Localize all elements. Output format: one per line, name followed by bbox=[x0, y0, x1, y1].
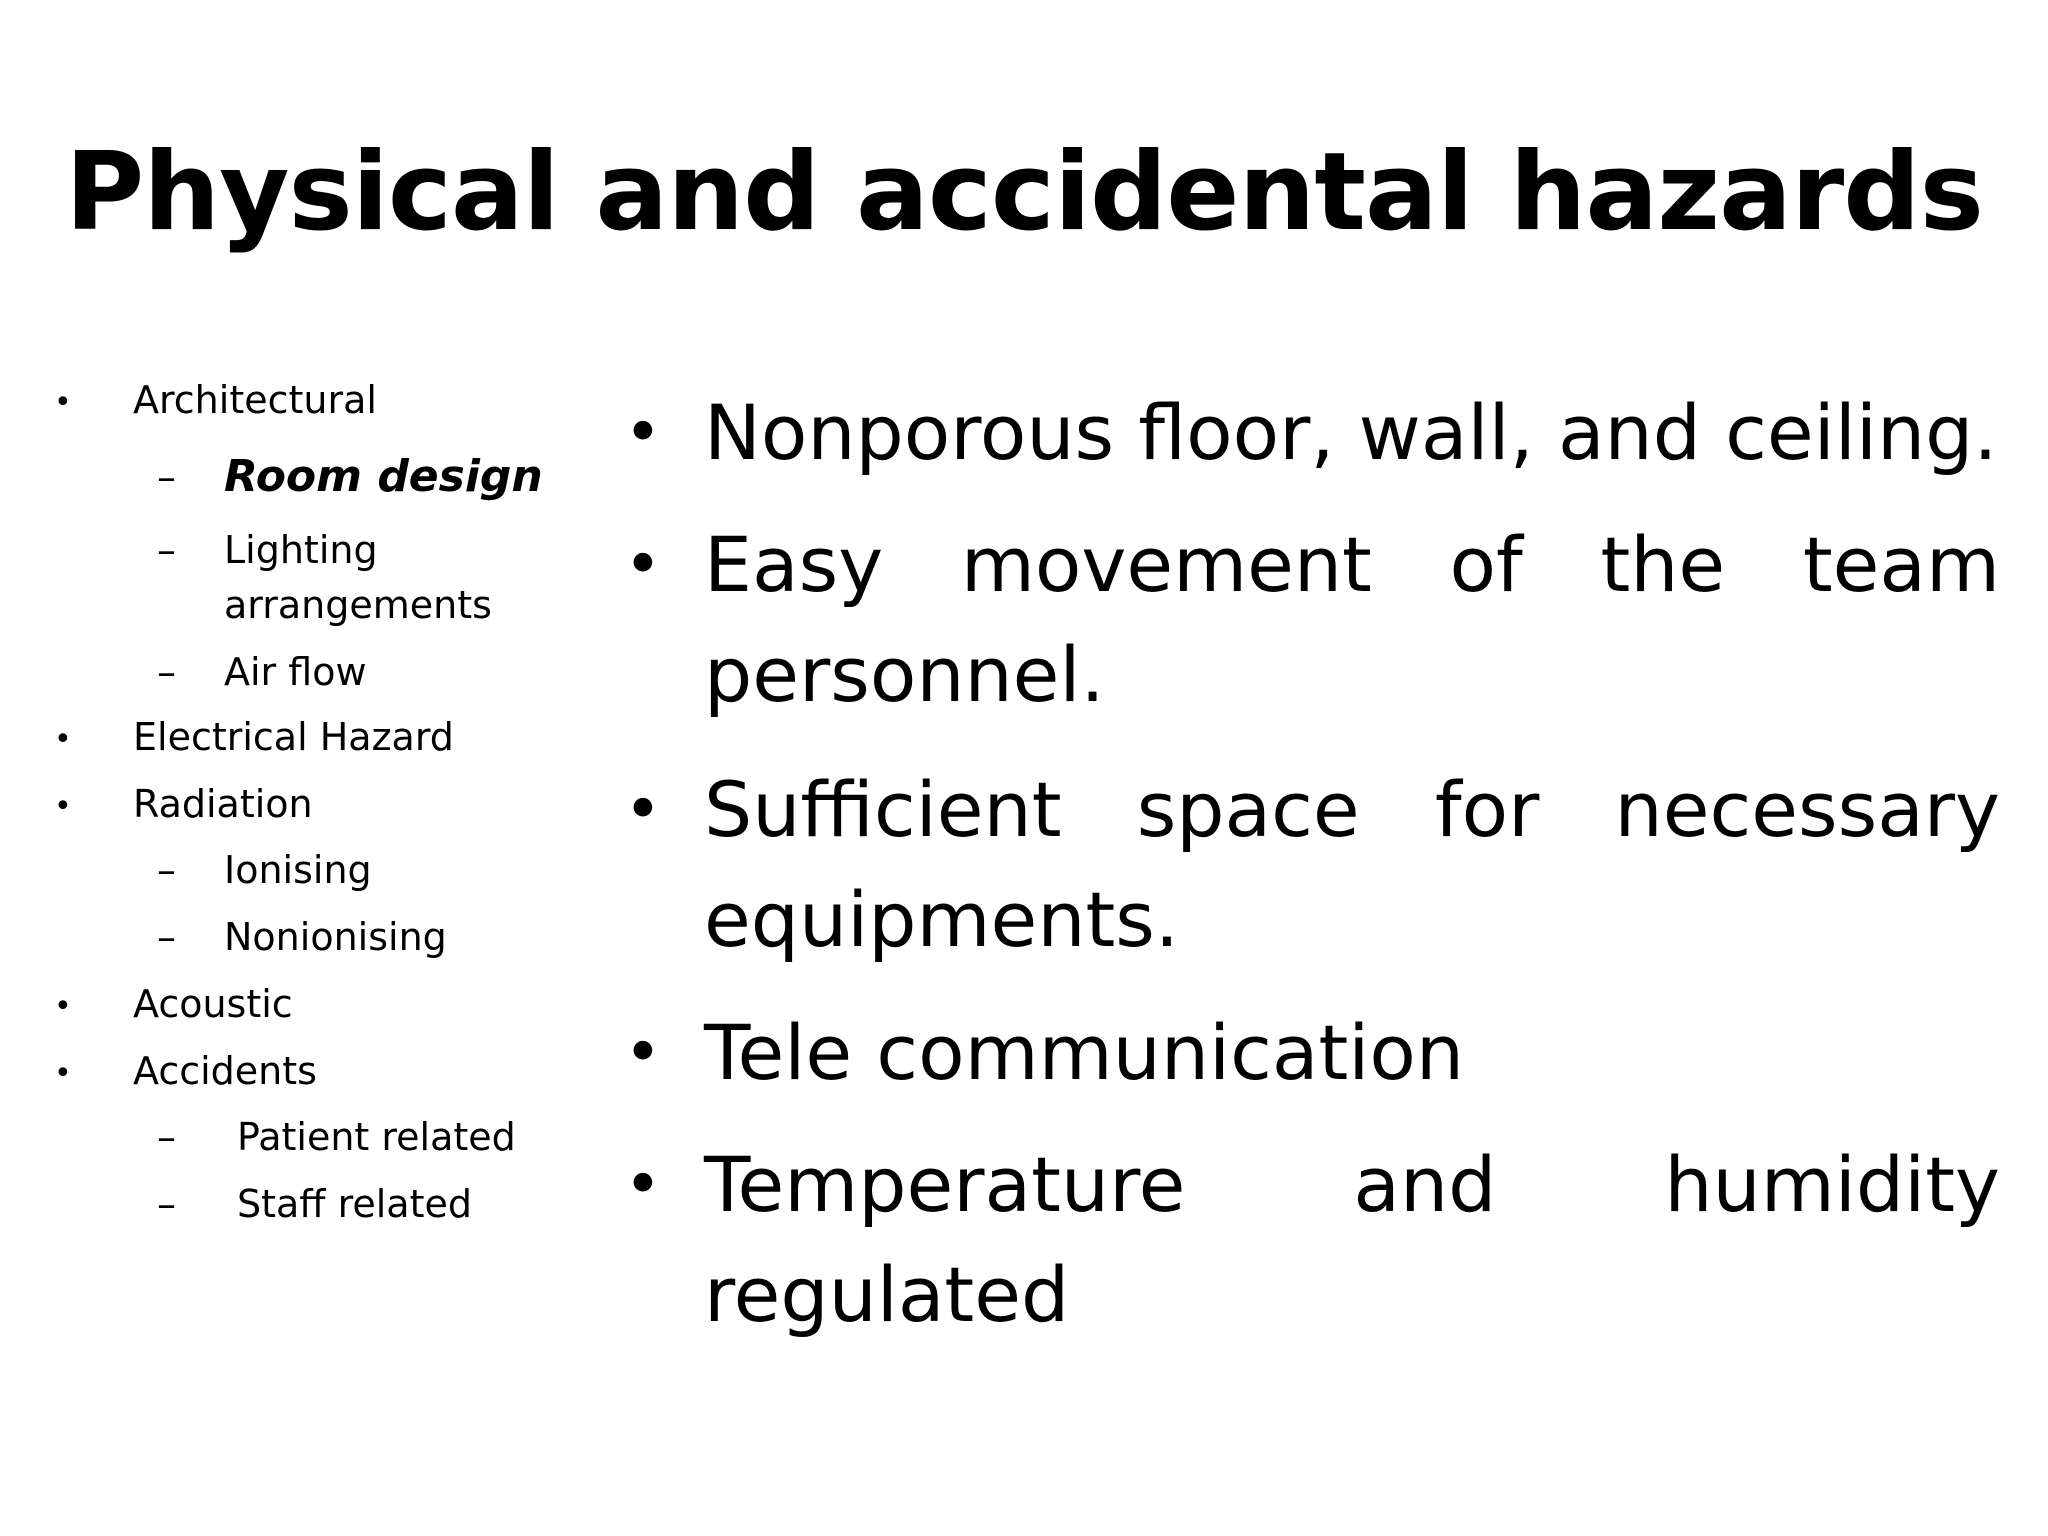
main-point-sufficient-space: Sufficient space for necessary equipments. bbox=[704, 765, 2000, 964]
outline-item-patient-related: Patient related bbox=[237, 1115, 516, 1159]
slide-title: Physical and accidental hazards bbox=[65, 130, 1983, 255]
bullet-marker: • bbox=[624, 773, 662, 847]
outline-item-staff-related: Staff related bbox=[237, 1182, 472, 1226]
outline-item-nonionising: Nonionising bbox=[224, 915, 447, 959]
bullet-marker: • bbox=[54, 789, 72, 824]
bullet-marker: • bbox=[624, 528, 662, 602]
outline-item-acoustic: Acoustic bbox=[133, 982, 293, 1026]
bullet-marker: • bbox=[54, 1056, 72, 1091]
dash-marker: – bbox=[157, 1182, 176, 1226]
main-point-easy-movement: Easy movement of the team personnel. bbox=[704, 520, 2000, 719]
outline-item-architectural: Architectural bbox=[133, 378, 377, 422]
bullet-marker: • bbox=[54, 385, 72, 420]
bullet-marker: • bbox=[624, 396, 662, 470]
dash-marker: – bbox=[157, 1115, 176, 1159]
bullet-marker: • bbox=[624, 1148, 662, 1222]
outline-item-air-flow: Air flow bbox=[224, 650, 367, 694]
outline-item-accidents: Accidents bbox=[133, 1049, 317, 1093]
main-point-tele-communication: Tele communication bbox=[704, 1008, 1465, 1097]
dash-marker: – bbox=[157, 848, 176, 892]
dash-marker: – bbox=[157, 650, 176, 694]
main-point-nonporous: Nonporous floor, wall, and ceiling. bbox=[704, 388, 1998, 477]
outline-item-lighting-arrangements: Lighting arrangements bbox=[224, 528, 492, 627]
bullet-marker: • bbox=[54, 989, 72, 1024]
outline-item-radiation: Radiation bbox=[133, 782, 313, 826]
main-point-temperature-humidity: Temperature and humidity regulated bbox=[704, 1140, 2000, 1339]
dash-marker: – bbox=[157, 915, 176, 959]
bullet-marker: • bbox=[54, 722, 72, 757]
bullet-marker: • bbox=[624, 1016, 662, 1090]
outline-item-room-design: Room design bbox=[224, 451, 543, 502]
outline-item-ionising: Ionising bbox=[224, 848, 372, 892]
dash-marker: – bbox=[157, 528, 176, 572]
outline-item-electrical-hazard: Electrical Hazard bbox=[133, 715, 454, 759]
left-outline-list bbox=[0, 0, 600, 1536]
dash-marker: – bbox=[157, 455, 176, 499]
